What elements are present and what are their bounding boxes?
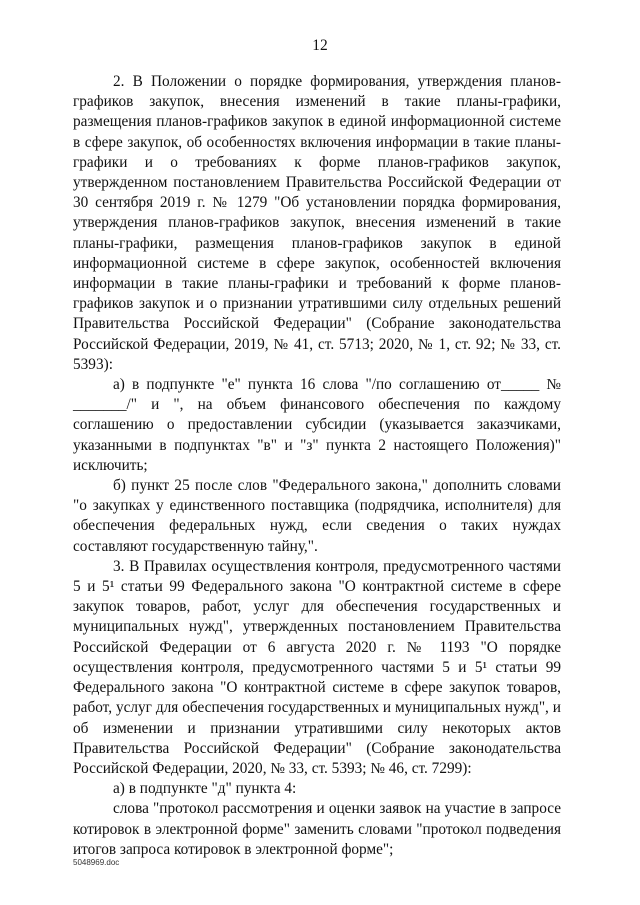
paragraph-subitem-a-item-4: а) в подпункте "д" пункта 4: — [113, 780, 297, 798]
document-file-code: 5048969.doc — [73, 858, 120, 867]
paragraph-subitem-b: б) пункт 25 после слов "Федерального закона," дополнить словами "о закупках у единственного поставщика (подрядчика, исполнителя) для обеспечения федеральных нужд, если сведения о таких нуждах составляют государственную тайну,". — [73, 477, 561, 555]
paragraph-section-2: 2. В Положении о порядке формирования, утверждения планов-графиков закупок, внесения изменений в такие планы-графики, размещения планов-графиков закупок в единой информационной системе в сфере закупок, об особенностях включения информации в такие планы-графики и о требованиях к форме планов-графиков закупок, утвержденном постановлением Правительства Российской Федерации от 30 сентября 2019 г. № 1279 "Об установлении порядка формирования, утверждения планов-графиков закупок, внесения изменений в такие планы-графики, размещения планов-графиков закупок в единой информационной системе в сфере закупок, особенностей включения информации в такие планы-графики и требований к форме планов-графиков закупок и о признании утратившими силу отдельных решений Правительства Российской Федерации" (Собрание законодательства Российской Федерации, 2019, № 41, ст. 5713; 2020, № 1, ст. 92; № 33, ст. 5393): — [73, 73, 561, 373]
document-body — [73, 72, 561, 860]
paragraph-section-3: 3. В Правилах осуществления контроля, предусмотренного частями 5 и 5¹ статьи 99 Федерального закона "О контрактной системе в сфере закупок товаров, работ, услуг для обеспечения государственных и муниципальных нужд", утвержденных постановлением Правительства Российской Федерации от 6 августа 2020 г. № 1193 "О порядке осуществления контроля, предусмотренного частями 5 и 5¹ статьи 99 Федерального закона "О контрактной системе в сфере закупок товаров, работ, услуг для обеспечения государственных и муниципальных нужд", и об изменении и признании утратившими силу некоторых актов Правительства Российской Федерации" (Собрание законодательства Российской Федерации, 2020, № 33, ст. 5393; № 46, ст. 7299): — [73, 557, 561, 777]
paragraph-replacement-words: слова "протокол рассмотрения и оценки заявок на участие в запросе котировок в электронной форме" заменить словами "протокол подведения итогов запроса котировок в электронной форме"; — [73, 800, 561, 858]
page-number: 12 — [312, 37, 328, 54]
paragraph-subitem-a: а) в подпункте "е" пункта 16 слова "/по соглашению от_____ № _______/" и ", на объем финансового обеспечения по каждому соглашению о предоставлении субсидии (указывается заказчиками, указанными в подпунктах "в" и "з" пункта 2 настоящего Положения)" исключить; — [73, 376, 561, 474]
